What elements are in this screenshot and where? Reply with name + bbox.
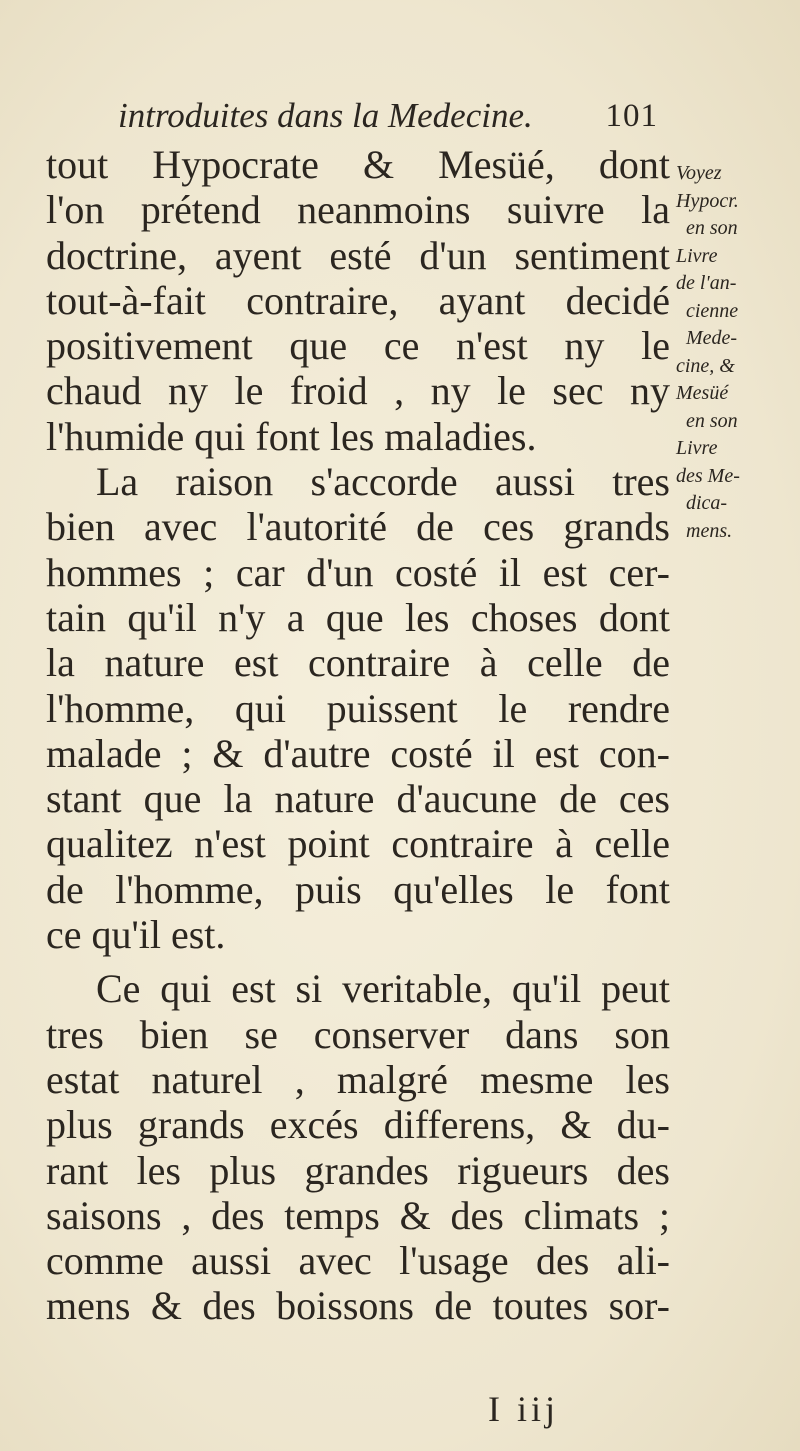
margin-note-line: en son xyxy=(686,409,738,432)
text-line: mens & des boissons de toutes sor- xyxy=(46,1283,670,1329)
margin-note-line: Livre xyxy=(676,437,718,459)
page-number: 101 xyxy=(605,98,658,134)
text-line: tout-à-fait contraire, ayant decidé xyxy=(46,277,670,323)
margin-note-line: des Me- xyxy=(676,464,740,487)
text-line: chaud ny le froid , ny le sec ny xyxy=(46,368,670,414)
margin-note-line: Voyez xyxy=(676,162,722,184)
text-line: l'homme, qui puissent le rendre xyxy=(46,685,670,731)
signature-mark: I iij xyxy=(488,1389,559,1429)
margin-note-line: cine, & xyxy=(676,354,735,377)
text-line: la nature est contraire à celle de xyxy=(46,640,670,686)
running-title: introduites dans la Medecine. xyxy=(118,96,533,135)
text-line: l'humide qui font les maladies. xyxy=(46,413,537,459)
text-line: l'on prétend neanmoins suivre la xyxy=(46,187,670,233)
margin-note-line: Mesüé xyxy=(676,382,729,404)
margin-note-line: en son xyxy=(686,217,738,239)
text-line: plus grands excés differens, & du- xyxy=(46,1102,670,1148)
text-line: positivement que ce n'est ny le xyxy=(46,323,670,369)
margin-note-line: Mede- xyxy=(686,327,738,349)
margin-note-line: de l'an- xyxy=(676,272,737,294)
text-line: ce qu'il est. xyxy=(46,912,226,958)
margin-note xyxy=(676,160,798,545)
text-line: comme aussi avec l'usage des ali- xyxy=(46,1238,670,1284)
text-line: malade ; & d'autre costé il est con- xyxy=(46,730,670,776)
margin-note-line: Livre xyxy=(676,244,718,267)
text-line: rant les plus grandes rigueurs des xyxy=(46,1147,670,1193)
text-line: Ce qui est si veritable, qu'il peut xyxy=(96,966,670,1012)
text-line: estat naturel , malgré mesme les xyxy=(46,1056,670,1102)
body-text xyxy=(46,142,670,1329)
margin-note-line: dica- xyxy=(686,492,728,514)
margin-note-line: mens. xyxy=(686,519,733,542)
text-line: saisons , des temps & des climats ; xyxy=(46,1192,670,1238)
margin-note-line: cienne xyxy=(686,299,739,322)
text-line: stant que la nature d'aucune de ces xyxy=(46,776,670,822)
text-line: qualitez n'est point contraire à celle xyxy=(46,821,670,867)
text-line: hommes ; car d'un costé il est cer- xyxy=(46,549,670,595)
text-line: de l'homme, puis qu'elles le font xyxy=(46,866,670,912)
text-line: La raison s'accorde aussi tres xyxy=(96,459,670,505)
text-line: tain qu'il n'y a que les choses dont xyxy=(46,594,670,640)
text-line: tres bien se conserver dans son xyxy=(46,1011,670,1057)
margin-note-line: Hypocr. xyxy=(676,189,739,212)
running-header xyxy=(118,96,658,146)
text-line: tout Hypocrate & Mesüé, dont xyxy=(46,142,670,187)
text-line: bien avec l'autorité de ces grands xyxy=(46,504,670,550)
text-line: doctrine, ayent esté d'un sentiment xyxy=(46,232,670,278)
